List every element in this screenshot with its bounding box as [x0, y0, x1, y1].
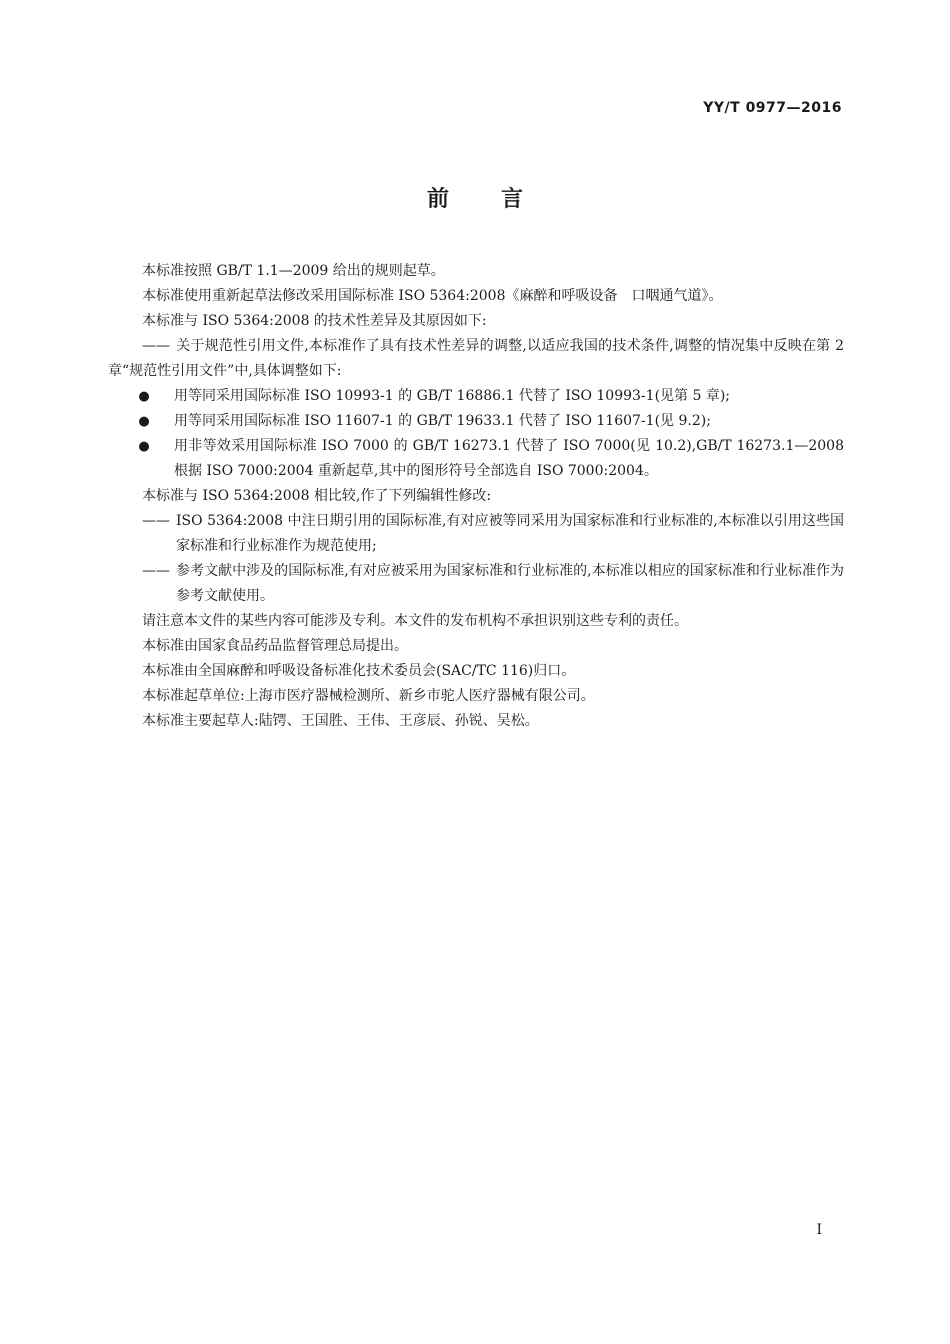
- dash-mark: ——: [142, 338, 170, 354]
- dash-item-normative-references: [108, 334, 844, 384]
- page-title: 前言: [426, 187, 575, 212]
- paragraph-technical-differences: 本标准与 ISO 5364:2008 的技术性差异及其原因如下:: [142, 313, 487, 329]
- bullet-item: [108, 434, 844, 484]
- bullet-icon: ●: [138, 414, 150, 429]
- document-body: [108, 259, 844, 734]
- bullet-icon: ●: [138, 439, 150, 454]
- paragraph-technical-committee: 本标准由全国麻醉和呼吸设备标准化技术委员会(SAC/TC 116)归口。: [142, 663, 576, 679]
- paragraph-adoption: 本标准使用重新起草法修改采用国际标准 ISO 5364:2008《麻醉和呼吸设备 口咽通气道》。: [142, 288, 723, 304]
- bullet-item-text: 用非等效采用国际标准 ISO 7000 的 GB/T 16273.1 代替了 ISO 7000(见 10.2),GB/T 16273.1—2008 根据 ISO 7000:2004 重新起草,其中的图形符号全部选自 ISO 7000:2004。: [174, 438, 844, 479]
- dash-item-dated-references: [108, 509, 844, 559]
- paragraph-drafting-units: 本标准起草单位:上海市医疗器械检测所、新乡市驼人医疗器械有限公司。: [142, 688, 595, 704]
- dash-item-bibliography: [108, 559, 844, 609]
- bullet-icon: ●: [138, 389, 150, 404]
- standard-code: YY/T 0977—2016: [703, 100, 842, 116]
- dash-item-text: 关于规范性引用文件,本标准作了具有技术性差异的调整,以适应我国的技术条件,调整的情况集中反映在第 2 章“规范性引用文件”中,具体调整如下:: [108, 338, 844, 379]
- paragraph-drafting-rules: 本标准按照 GB/T 1.1—2009 给出的规则起草。: [142, 263, 445, 279]
- dash-mark: ——: [142, 513, 170, 529]
- dash-mark: ——: [142, 563, 170, 579]
- bullet-item-text: 用等同采用国际标准 ISO 10993-1 的 GB/T 16886.1 代替了 ISO 10993-1(见第 5 章);: [174, 388, 731, 404]
- paragraph-patent-notice: 请注意本文件的某些内容可能涉及专利。本文件的发布机构不承担识别这些专利的责任。: [142, 613, 688, 629]
- paragraph-drafters: 本标准主要起草人:陆锷、王国胜、王伟、王彦辰、孙锐、吴松。: [142, 713, 539, 729]
- dash-item-text: 参考文献中涉及的国际标准,有对应被采用为国家标准和行业标准的,本标准以相应的国家标准和行业标准作为参考文献使用。: [176, 563, 844, 604]
- bullet-item-text: 用等同采用国际标准 ISO 11607-1 的 GB/T 19633.1 代替了 ISO 11607-1(见 9.2);: [174, 413, 711, 429]
- page-number: I: [816, 1222, 822, 1238]
- dash-item-text: ISO 5364:2008 中注日期引用的国际标准,有对应被等同采用为国家标准和行业标准的,本标准以引用这些国家标准和行业标准作为规范使用;: [176, 513, 844, 554]
- paragraph-editorial-changes: 本标准与 ISO 5364:2008 相比较,作了下列编辑性修改:: [142, 488, 492, 504]
- bullet-item: [108, 384, 844, 409]
- paragraph-proposed-by: 本标准由国家食品药品监督管理总局提出。: [142, 638, 408, 654]
- bullet-item: [108, 409, 844, 434]
